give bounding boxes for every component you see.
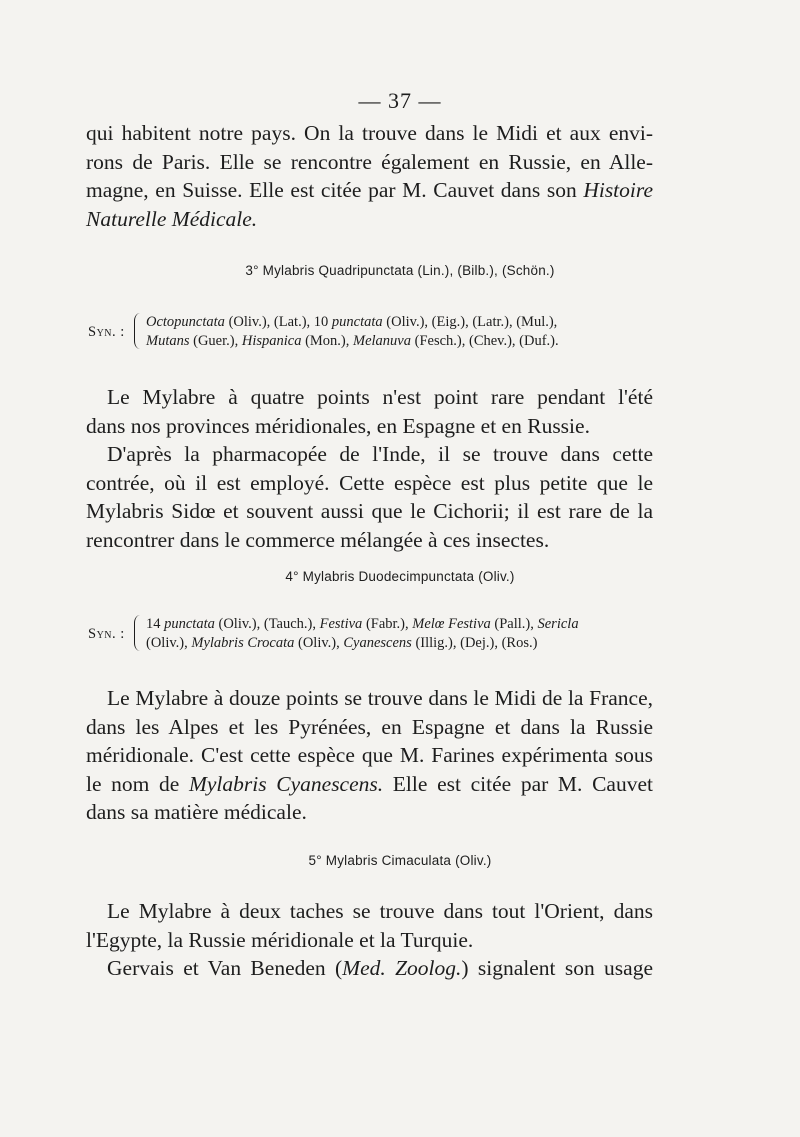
paragraph-line: magne, en Suisse. Elle est citée par M. Cauvet dans son Histoire	[86, 178, 653, 202]
paragraph-line: qui habitent notre pays. On la trouve dans le Midi et aux envi-	[86, 121, 653, 145]
synonyms-label: Syn. :	[88, 626, 125, 642]
species-heading-5: 5° Mylabris Cimaculata (Oliv.)	[308, 853, 492, 868]
paragraph-line	[86, 205, 653, 234]
synonyms-block-4	[88, 615, 663, 655]
brace-icon	[134, 615, 141, 651]
paragraph-line: l'Egypte, la Russie méridionale et la Turquie.	[86, 927, 474, 952]
species-heading-4: 4° Mylabris Duodecimpunctata (Oliv.)	[285, 569, 515, 584]
synonyms-block-3	[88, 313, 663, 353]
brace-icon	[134, 313, 141, 349]
paragraph-line: dans sa matière médicale.	[86, 800, 307, 824]
synonyms-line: Mutans (Guer.), Hispanica (Mon.), Melanuva (Fesch.), (Chev.), (Duf.).	[146, 333, 559, 349]
italic-text: Naturelle Médicale.	[86, 206, 258, 231]
species-heading-3: 3° Mylabris Quadripunctata (Lin.), (Bilb.), (Schön.)	[245, 263, 555, 278]
paragraph-1	[86, 119, 653, 233]
paragraph-line: D'après la pharmacopée de l'Inde, il se trouve dans cette	[107, 442, 653, 466]
paragraph-line: Le Mylabre à deux taches se trouve dans tout l'Orient, dans	[107, 899, 653, 923]
paragraph-3	[86, 684, 653, 827]
paragraph-line: méridionale. C'est cette espèce que M. Farines expérimenta sous	[86, 743, 653, 767]
paragraph-line: rons de Paris. Elle se rencontre également en Russie, en Alle-	[86, 149, 653, 174]
synonyms-line: Octopunctata (Oliv.), (Lat.), 10 punctata (Oliv.), (Eig.), (Latr.), (Mul.),	[146, 314, 558, 330]
paragraph-line: le nom de Mylabris Cyanescens. Elle est citée par M. Cauvet	[86, 771, 653, 796]
paragraph-line: Mylabris Sidœ et souvent aussi que le Cichorii; il est rare de la	[86, 499, 653, 523]
paragraph-line: dans les Alpes et les Pyrénées, en Espagne et dans la Russie	[86, 714, 653, 739]
paragraph-4	[86, 897, 653, 983]
paragraph-line: dans nos provinces méridionales, en Espagne et en Russie.	[86, 413, 590, 438]
synonyms-line: 14 punctata (Oliv.), (Tauch.), Festiva (Fabr.), Melœ Festiva (Pall.), Sericla	[146, 616, 579, 632]
paragraph-line: Le Mylabre à douze points se trouve dans le Midi de la France,	[107, 686, 653, 710]
paragraph-2	[86, 383, 653, 554]
italic-text: Mylabris Cyanescens.	[188, 771, 384, 796]
paragraph-line: contrée, où il est employé. Cette espèce est plus petite que le	[86, 470, 653, 495]
page-number: — 37 —	[358, 88, 442, 113]
italic-text: Histoire	[583, 178, 653, 202]
paragraph-line: rencontrer dans le commerce mélangée à ces insectes.	[86, 527, 550, 552]
synonyms-line: (Oliv.), Mylabris Crocata (Oliv.), Cyanescens (Illig.), (Dej.), (Ros.)	[146, 635, 538, 651]
paragraph-line: Le Mylabre à quatre points n'est point rare pendant l'été	[107, 385, 653, 409]
paragraph-line: Gervais et Van Beneden (Med. Zoolog.) signalent son usage	[107, 956, 653, 980]
italic-text: Med. Zoolog.	[342, 956, 462, 980]
synonyms-label: Syn. :	[88, 324, 125, 340]
